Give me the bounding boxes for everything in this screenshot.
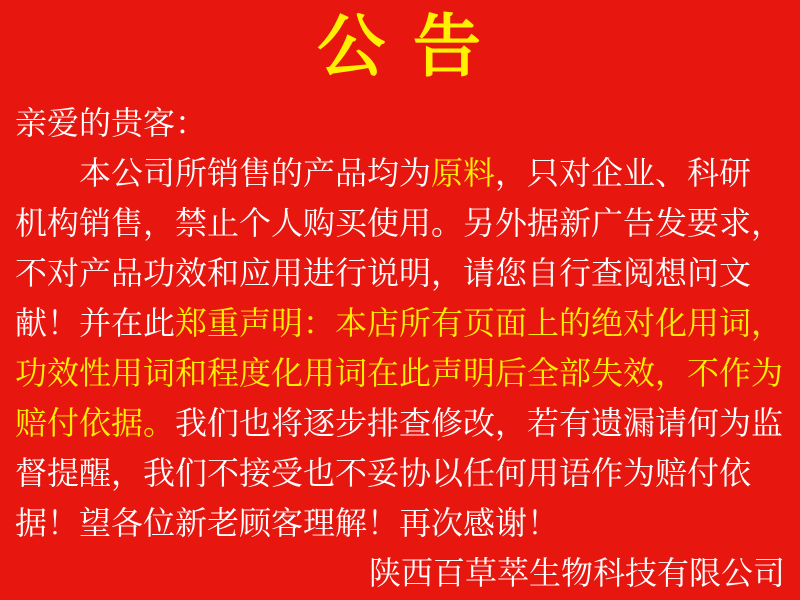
- highlight-text: 功效性用词和程度化用词在此声明后全部失效，不作为: [15, 354, 784, 392]
- highlight-text: 赔付依据。: [15, 404, 176, 442]
- body-line-7: [15, 448, 785, 498]
- company-signature: 陕西百草萃生物科技有限公司: [368, 554, 785, 592]
- text-segment: 不对产品功效和应用进行说明，请您自行查阅想问文: [15, 254, 752, 292]
- text-segment: 据！望各位新老顾客理解！再次感谢！: [15, 504, 560, 542]
- announcement-body: [0, 98, 800, 548]
- text-segment: 督提醒，我们不接受也不妥协以任何用语作为赔付依: [15, 454, 752, 492]
- body-line-3: [15, 248, 785, 298]
- text-segment: ，只对企业、科研: [495, 154, 752, 192]
- text-segment: 本公司所销售的产品均为: [79, 154, 432, 192]
- body-line-4: [15, 298, 785, 348]
- text-segment: 我们也将逐步排查修改，若有遗漏请何为监: [175, 404, 784, 442]
- body-line-2: [15, 198, 785, 248]
- salutation-line: [15, 98, 785, 148]
- highlight-text: 原料: [431, 154, 496, 192]
- body-line-8: [15, 498, 785, 548]
- text-segment: 机构销售，禁止个人购买使用。另外据新广告发要求，: [15, 204, 784, 242]
- poster-title: 公 告: [317, 8, 483, 87]
- body-line-1: [15, 148, 785, 198]
- body-line-6: [15, 398, 785, 448]
- highlight-text: 郑重声明：本店所有页面上的绝对化用词，: [175, 304, 784, 342]
- text-segment: 献！并在此: [15, 304, 176, 342]
- text-segment: 亲爱的贵客：: [15, 104, 208, 142]
- body-line-5: [15, 348, 785, 398]
